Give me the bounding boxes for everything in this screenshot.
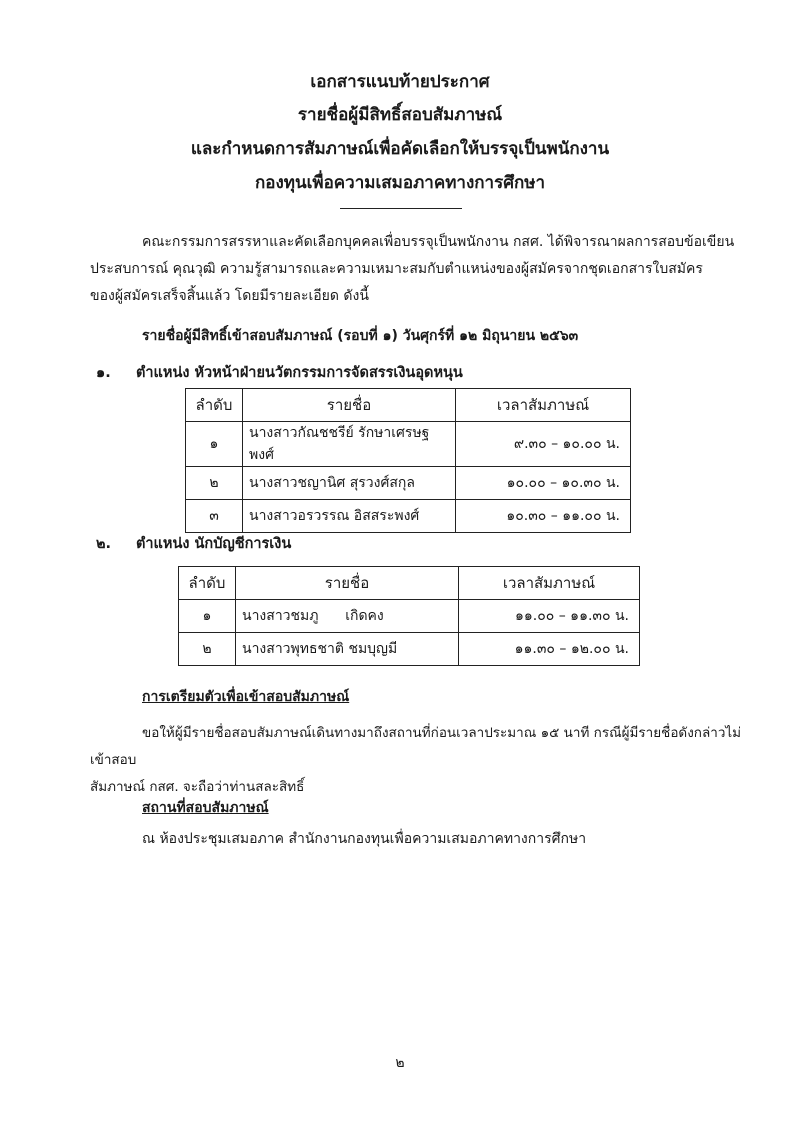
venue-heading	[142, 795, 742, 822]
col-time-header: เวลาสัมภาษณ์	[459, 567, 640, 600]
doc-heading-line-3: และกำหนดการสัมภาษณ์เพื่อคัดเลือกให้บรรจุเป็นพนักงาน	[190, 139, 610, 159]
row-order: ๒	[186, 467, 243, 500]
intro-line-2: ประสบการณ์ คุณวุฒิ ความรู้สามารถและความเหมาะสมกับตำแหน่งของผู้สมัครจากชุดเอกสารใบสมัคร	[90, 261, 703, 277]
position-1-title	[96, 361, 463, 384]
position-2-table	[178, 566, 640, 666]
col-time-header: เวลาสัมภาษณ์	[456, 389, 631, 422]
row-time: ๑๑.๐๐ – ๑๑.๓๐ น.	[459, 600, 640, 633]
row-order: ๒	[179, 633, 236, 666]
intro-line-3: ของผู้สมัครเสร็จสิ้นแล้ว โดยมีรายละเอียด ดังนี้	[90, 288, 369, 304]
round-title: รายชื่อผู้มีสิทธิ์เข้าสอบสัมภาษณ์ (รอบที่ ๑) วันศุกร์ที่ ๑๒ มิถุนายน ๒๕๖๓	[142, 328, 579, 344]
table-row	[186, 422, 631, 467]
col-order-header: ลำดับ	[179, 567, 236, 600]
col-name-header: รายชื่อ	[243, 389, 456, 422]
table-row	[186, 500, 631, 533]
table-header-row	[179, 567, 640, 600]
table-row	[179, 633, 640, 666]
row-order: ๑	[179, 600, 236, 633]
row-time: ๑๐.๐๐ – ๑๐.๓๐ น.	[456, 467, 631, 500]
venue-heading-text: สถานที่สอบสัมภาษณ์	[142, 800, 269, 816]
row-order: ๑	[186, 422, 243, 467]
page-number: ๒	[395, 1055, 405, 1071]
row-time: ๑๑.๓๐ – ๑๒.๐๐ น.	[459, 633, 640, 666]
preparation-heading	[142, 684, 742, 711]
preparation-line-1: ขอให้ผู้มีรายชื่อสอบสัมภาษณ์เดินทางมาถึงสถานที่ก่อนเวลาประมาณ ๑๕ นาที กรณีผู้มีรายชื่อดังกล่าวไม่เข้าสอบ	[90, 725, 742, 768]
round-title-row	[90, 323, 750, 350]
position-1-table	[185, 388, 631, 533]
heading-divider	[340, 208, 462, 209]
intro-line-1: คณะกรรมการสรรหาและคัดเลือกบุคคลเพื่อบรรจุเป็นพนักงาน กสศ. ได้พิจารณาผลการสอบข้อเขียน	[142, 234, 735, 250]
row-time: ๙.๓๐ – ๑๐.๐๐ น.	[456, 422, 631, 467]
row-name: นางสาวกัณชชรีย์ รักษาเศรษฐพงศ์	[243, 422, 456, 467]
col-order-header: ลำดับ	[186, 389, 243, 422]
preparation-paragraph	[90, 720, 750, 801]
position-2-label: ตำแหน่ง นักบัญชีการเงิน	[136, 536, 292, 552]
table-row	[186, 467, 631, 500]
preparation-line-2: สัมภาษณ์ กสศ. จะถือว่าท่านสละสิทธิ์	[90, 779, 305, 795]
venue-text: ณ ห้องประชุมเสมอภาค สำนักงานกองทุนเพื่อความเสมอภาคทางการศึกษา	[142, 831, 587, 847]
row-time: ๑๐.๓๐ – ๑๑.๐๐ น.	[456, 500, 631, 533]
row-name: นางสาวชมภู เกิดคง	[236, 600, 459, 633]
position-2-number: ๒.	[96, 536, 112, 552]
row-order: ๓	[186, 500, 243, 533]
doc-heading-line-1: เอกสารแนบท้ายประกาศ	[310, 72, 490, 92]
preparation-heading-text: การเตรียมตัวเพื่อเข้าสอบสัมภาษณ์	[142, 689, 350, 705]
row-name: นางสาวอรวรรณ อิสสระพงศ์	[243, 500, 456, 533]
position-1-label: ตำแหน่ง หัวหน้าฝ่ายนวัตกรรมการจัดสรรเงินอุดหนุน	[136, 365, 463, 381]
doc-heading-line-4: กองทุนเพื่อความเสมอภาคทางการศึกษา	[254, 173, 546, 193]
intro-paragraph	[90, 229, 750, 310]
position-2-title	[96, 532, 291, 555]
col-name-header: รายชื่อ	[236, 567, 459, 600]
position-1-number: ๑.	[96, 365, 111, 381]
row-name: นางสาวชญานิศ สุรวงศ์สกุล	[243, 467, 456, 500]
row-name: นางสาวพุทธชาติ ชมบุญมี	[236, 633, 459, 666]
table-header-row	[186, 389, 631, 422]
doc-heading-line-2: รายชื่อผู้มีสิทธิ์สอบสัมภาษณ์	[297, 105, 503, 125]
table-row	[179, 600, 640, 633]
